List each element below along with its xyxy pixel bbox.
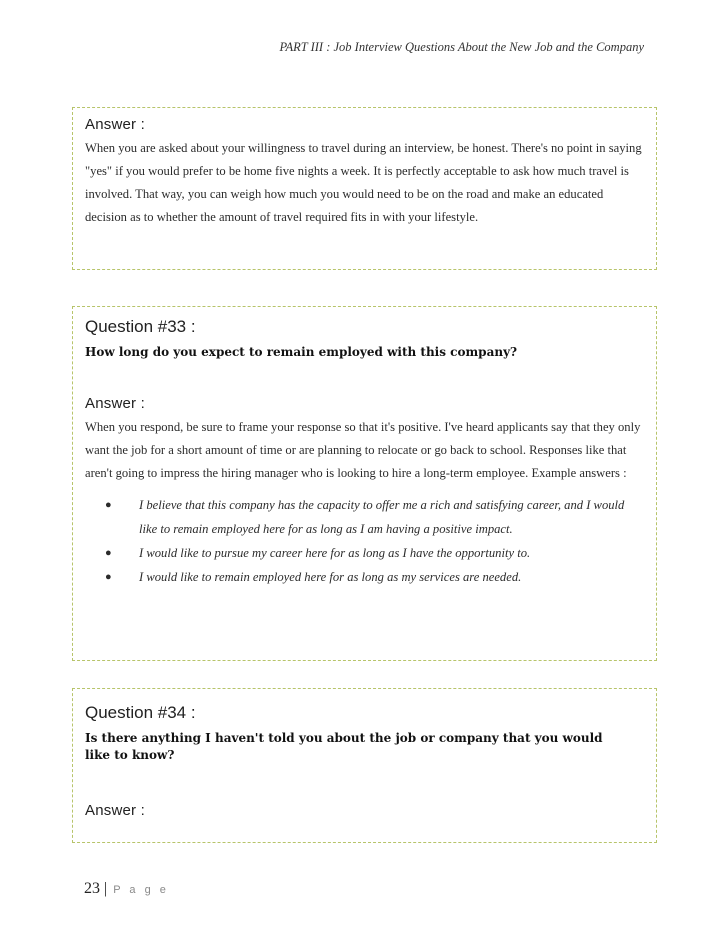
- answer-label: Answer :: [85, 802, 145, 819]
- footer-separator: |: [104, 880, 108, 897]
- list-item: [105, 493, 642, 541]
- bullet-icon: ●: [105, 499, 112, 511]
- question-label: Question #34 :: [85, 703, 196, 722]
- question-box-34: [72, 688, 657, 843]
- answer-label: Answer :: [85, 395, 145, 412]
- answer-box-travel: [72, 107, 657, 270]
- list-item: [105, 565, 642, 589]
- question-box-33: [72, 306, 657, 661]
- answer-text: When you respond, be sure to frame your response so that it's positive. I've heard applicants say that they only want the job for a short amount of time or are planning to relocate or go back to school. Responses like that aren't going to impress the hiring manager who is looking to hire a long-term employee. Example answers :: [85, 420, 641, 480]
- question-text: How long do you expect to remain employed with this company?: [85, 345, 518, 359]
- question-text: Is there anything I haven't told you about the job or company that you would like to know?: [85, 731, 603, 762]
- list-item-text: I would like to remain employed here for as long as my services are needed.: [139, 570, 522, 584]
- example-answers-list: [85, 493, 642, 589]
- question-label: Question #33 :: [85, 317, 196, 336]
- page-word: P a g e: [113, 884, 169, 896]
- page-number: 23: [84, 880, 100, 897]
- page-footer: [84, 880, 169, 898]
- list-item-text: I would like to pursue my career here for as long as I have the opportunity to.: [139, 546, 531, 560]
- running-header: PART III : Job Interview Questions About the New Job and the Company: [279, 40, 644, 54]
- bullet-icon: ●: [105, 571, 112, 583]
- list-item: [105, 541, 642, 565]
- bullet-icon: ●: [105, 547, 112, 559]
- answer-text: When you are asked about your willingness to travel during an interview, be honest. There's no point in saying "yes" if you would prefer to be home five nights a week. It is perfectly acceptable to ask how much travel is involved. That way, you can weigh how much you would need to be on the road and make an educated decision as to whether the amount of travel required fits in with your lifestyle.: [85, 141, 642, 224]
- list-item-text: I believe that this company has the capacity to offer me a rich and satisfying career, and I would like to remain employed here for as long as I am having a positive impact.: [139, 498, 625, 536]
- answer-label: Answer :: [85, 116, 145, 133]
